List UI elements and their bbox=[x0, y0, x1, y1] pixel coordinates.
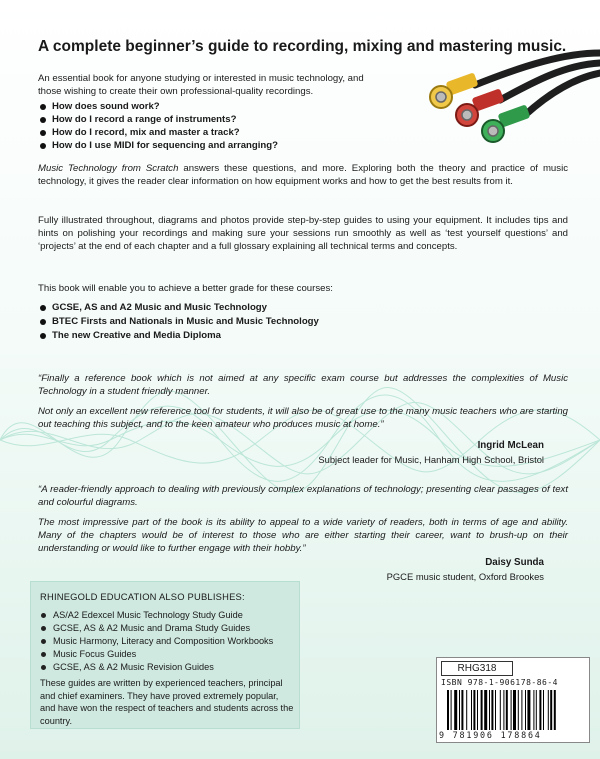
barcode-bar bbox=[543, 690, 544, 730]
list-item: How do I record, mix and master a track? bbox=[38, 126, 278, 139]
barcode-bar bbox=[527, 690, 530, 730]
list-item: Music Focus Guides bbox=[40, 648, 273, 661]
review1-author: Ingrid McLean bbox=[477, 440, 544, 451]
review2-author-role: PGCE music student, Oxford Brookes bbox=[386, 571, 544, 582]
barcode-bar bbox=[554, 690, 556, 730]
list-item: BTEC Firsts and Nationals in Music and Music Technology bbox=[38, 315, 319, 329]
yellow-plug-icon bbox=[430, 72, 478, 108]
list-item: How does sound work? bbox=[38, 100, 278, 113]
list-item: How do I use MIDI for sequencing and arranging? bbox=[38, 139, 278, 152]
review1-para2: Not only an excellent new reference tool for students, it will also be of great use to the many music teachers who are starting out teaching this subject, and to the keen amateur who produces music at home.” bbox=[38, 406, 568, 431]
publisher-note: These guides are written by experienced teachers, principal and chief examiners. They have proved extremely popular, and have won the respect of teachers and students across the country. bbox=[40, 678, 294, 726]
publisher-list bbox=[40, 609, 273, 674]
barcode-bar bbox=[536, 690, 537, 730]
list-item: How do I record a range of instruments? bbox=[38, 113, 278, 126]
isbn-label: ISBN 978-1-906178-86-4 bbox=[441, 678, 558, 687]
barcode-graphic bbox=[447, 690, 583, 730]
barcode-bar bbox=[491, 690, 493, 730]
review1-para1: “Finally a reference book which is not aimed at any specific exam course but addresses the complexities of Music Technology in a student friendly manner. bbox=[38, 373, 568, 398]
barcode-bar bbox=[459, 690, 460, 730]
barcode-panel bbox=[436, 657, 590, 743]
barcode-bar bbox=[466, 690, 467, 730]
barcode-bar bbox=[511, 690, 512, 730]
barcode-bar bbox=[447, 690, 449, 730]
page-heading: A complete beginner’s guide to recording, mixing and mastering music. bbox=[38, 38, 567, 55]
barcode-bar bbox=[473, 690, 475, 730]
book-title: Music Technology from Scratch bbox=[38, 163, 179, 174]
barcode-bar bbox=[548, 690, 549, 730]
green-plug-icon bbox=[482, 104, 530, 142]
review2-para1: “A reader-friendly approach to dealing with previously complex explanations of technology; presenting clear passages of text and colourful diagrams. bbox=[38, 484, 568, 509]
barcode-bar bbox=[481, 690, 483, 730]
question-list bbox=[38, 100, 278, 152]
barcode-bar bbox=[495, 690, 496, 730]
barcode-bar bbox=[506, 690, 508, 730]
review1-author-role: Subject leader for Music, Hanham High School, Bristol bbox=[318, 454, 544, 465]
product-code: RHG318 bbox=[441, 661, 513, 676]
barcode-bar bbox=[533, 690, 534, 730]
features-paragraph: Fully illustrated throughout, diagrams and photos provide step-by-step guides to using your equipment. It includes tips and hints on polishing your recordings and making sure your sessions run smoothly as well as ‘test yourself questions’ and ‘projects’ at the end of each chapter and a full glossary explaining all technical terms and concepts. bbox=[38, 215, 568, 253]
barcode-bar bbox=[484, 690, 487, 730]
publisher-box bbox=[30, 581, 300, 729]
list-item: Music Harmony, Literacy and Composition Workbooks bbox=[40, 635, 273, 648]
barcode-bar bbox=[471, 690, 472, 730]
barcode-bar bbox=[521, 690, 522, 730]
barcode-bar bbox=[489, 690, 490, 730]
barcode-bar bbox=[500, 690, 501, 730]
courses-intro: This book will enable you to achieve a better grade for these courses: bbox=[38, 283, 333, 294]
barcode-bar bbox=[477, 690, 478, 730]
description-text: answers these questions, and more. Exploring both the theory and practice of music technology, it gives the reader clear information on how equipment works and how to get the best results from it. bbox=[38, 163, 568, 188]
publisher-box-title: RHINEGOLD EDUCATION ALSO PUBLISHES: bbox=[40, 591, 245, 602]
list-item: GCSE, AS & A2 Music Revision Guides bbox=[40, 661, 273, 674]
description-paragraph bbox=[38, 162, 568, 188]
list-item: AS/A2 Edexcel Music Technology Study Guide bbox=[40, 609, 273, 622]
barcode-digits: 9 781906 178864 bbox=[439, 730, 542, 740]
barcode-bar bbox=[550, 690, 552, 730]
intro-paragraph: An essential book for anyone studying or interested in music technology, and those wishing to create their own professional-quality recordings. bbox=[38, 73, 364, 97]
barcode-bar bbox=[513, 690, 516, 730]
course-list bbox=[38, 301, 319, 343]
barcode-bar bbox=[539, 690, 541, 730]
barcode-bar bbox=[451, 690, 452, 730]
review2-author: Daisy Sunda bbox=[485, 557, 544, 568]
barcode-bar bbox=[518, 690, 519, 730]
barcode-bar bbox=[525, 690, 526, 730]
list-item: GCSE, AS and A2 Music and Music Technology bbox=[38, 301, 319, 315]
barcode-bar bbox=[503, 690, 504, 730]
barcode-bar bbox=[461, 690, 463, 730]
list-item: The new Creative and Media Diploma bbox=[38, 329, 319, 343]
barcode-bar bbox=[454, 690, 457, 730]
audio-cables-illustration bbox=[415, 45, 600, 155]
review2-para2: The most impressive part of the book is its ability to appeal to a wide variety of readers, both in terms of age and ability. Many of the chapters would be of interest to those who are either starting their career, want to brush-up on their understanding or would like to further engage with their hobby.” bbox=[38, 517, 568, 555]
list-item: GCSE, AS & A2 Music and Drama Study Guides bbox=[40, 622, 273, 635]
